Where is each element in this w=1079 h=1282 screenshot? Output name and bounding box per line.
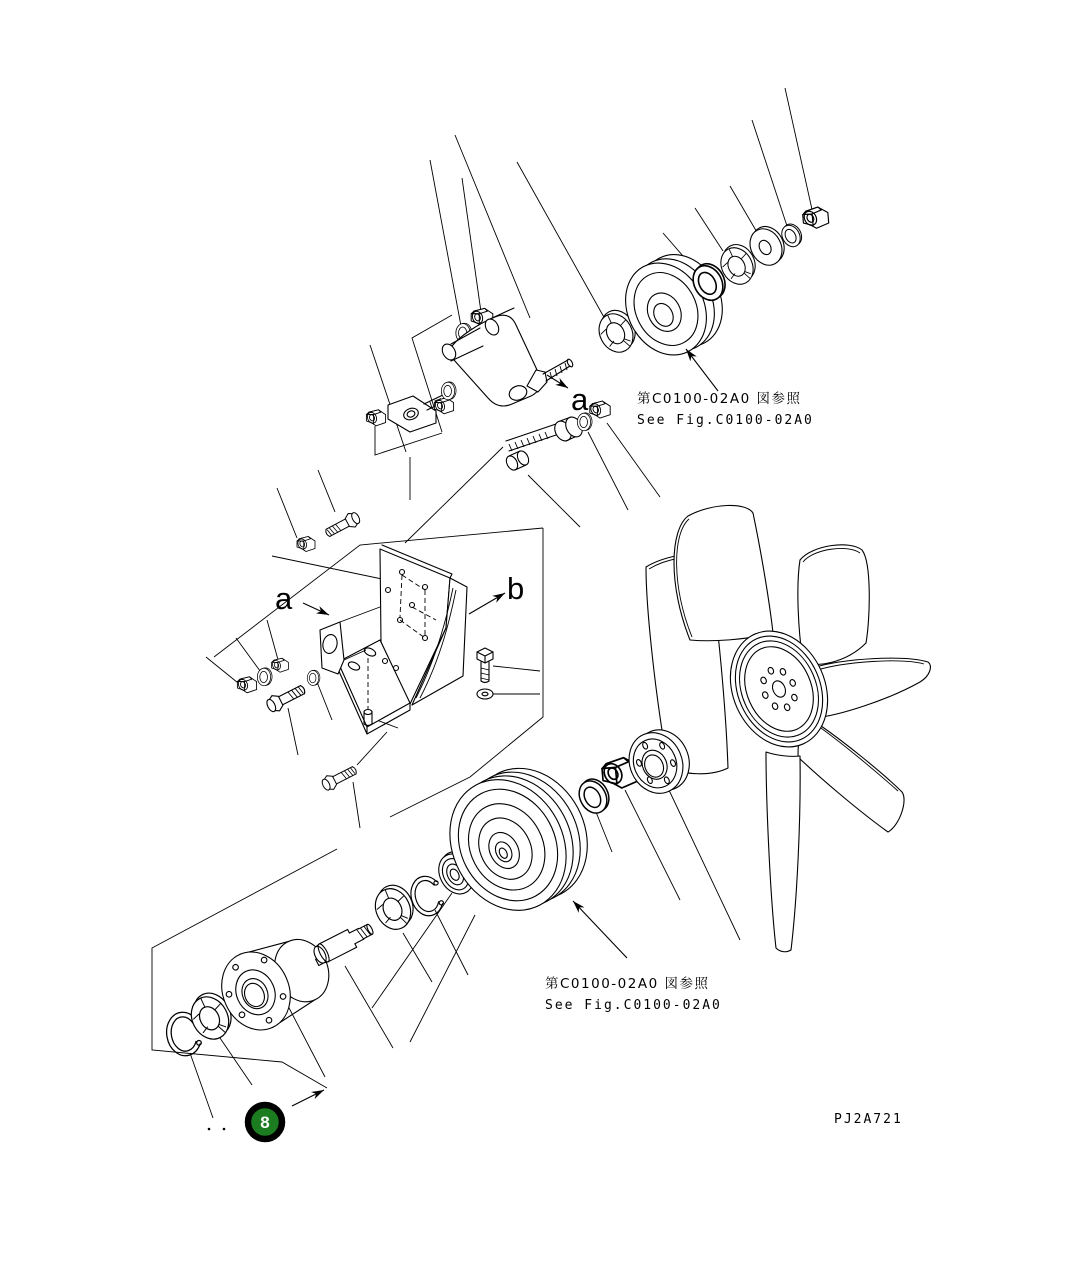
reference-note-top-en: See Fig.C0100-02A0 bbox=[637, 413, 814, 428]
drive-shaft bbox=[310, 919, 376, 966]
nut bbox=[801, 206, 829, 229]
callout-badge-number: 8 bbox=[260, 1113, 270, 1132]
fan-blade bbox=[674, 505, 773, 640]
fan bbox=[646, 505, 930, 951]
washer bbox=[257, 668, 272, 686]
crank-pulley-assembly bbox=[407, 721, 699, 931]
fan-drive-pulley bbox=[610, 240, 738, 369]
washer bbox=[441, 382, 456, 400]
view-b-arrow bbox=[469, 593, 505, 614]
mounting-bracket-assembly bbox=[237, 510, 493, 793]
view-label-b: b bbox=[507, 571, 525, 606]
group-outline-boxes bbox=[152, 315, 543, 1088]
fan-shaft-hub-assembly bbox=[163, 879, 420, 1058]
fan-blade bbox=[766, 752, 800, 952]
badge-arrow bbox=[292, 1090, 324, 1106]
fan-blade bbox=[798, 545, 869, 665]
nut bbox=[589, 401, 610, 418]
nut bbox=[434, 398, 454, 414]
reference-note-top-jp: 第C0100-02A0 図参照 bbox=[637, 391, 802, 407]
spacer bbox=[504, 449, 531, 472]
view-label-a-lower: a bbox=[275, 581, 293, 616]
tension-rod bbox=[506, 414, 586, 451]
view-a-arrow-lower bbox=[303, 603, 329, 615]
crankshaft-pulley bbox=[428, 748, 610, 931]
leader-dot bbox=[208, 1128, 211, 1131]
reference-note-bottom-jp: 第C0100-02A0 図参照 bbox=[545, 976, 710, 992]
bearing bbox=[368, 879, 420, 935]
nut bbox=[237, 677, 257, 693]
leader-dot bbox=[223, 1128, 226, 1131]
bolt bbox=[264, 681, 308, 714]
washer bbox=[477, 689, 493, 699]
washer-nut bbox=[271, 658, 288, 672]
see-fig-arrow-bottom bbox=[573, 901, 627, 958]
fan-pulley-assembly bbox=[592, 206, 830, 369]
mounting-bracket bbox=[320, 545, 467, 734]
bolt bbox=[323, 510, 362, 541]
bolt bbox=[320, 763, 359, 793]
see-fig-arrow-top bbox=[686, 349, 718, 391]
callout-badge bbox=[248, 1105, 282, 1139]
nut bbox=[366, 410, 386, 426]
bracket-bolt-vertical bbox=[477, 648, 493, 683]
view-label-a-upper: a bbox=[571, 382, 589, 417]
bracket-group-box bbox=[214, 528, 543, 657]
view-a-arrow-upper bbox=[547, 375, 568, 388]
washer bbox=[307, 670, 320, 685]
reference-note-bottom-en: See Fig.C0100-02A0 bbox=[545, 998, 722, 1013]
washer-nut bbox=[296, 537, 315, 552]
drawing-code: PJ2A721 bbox=[834, 1112, 903, 1127]
